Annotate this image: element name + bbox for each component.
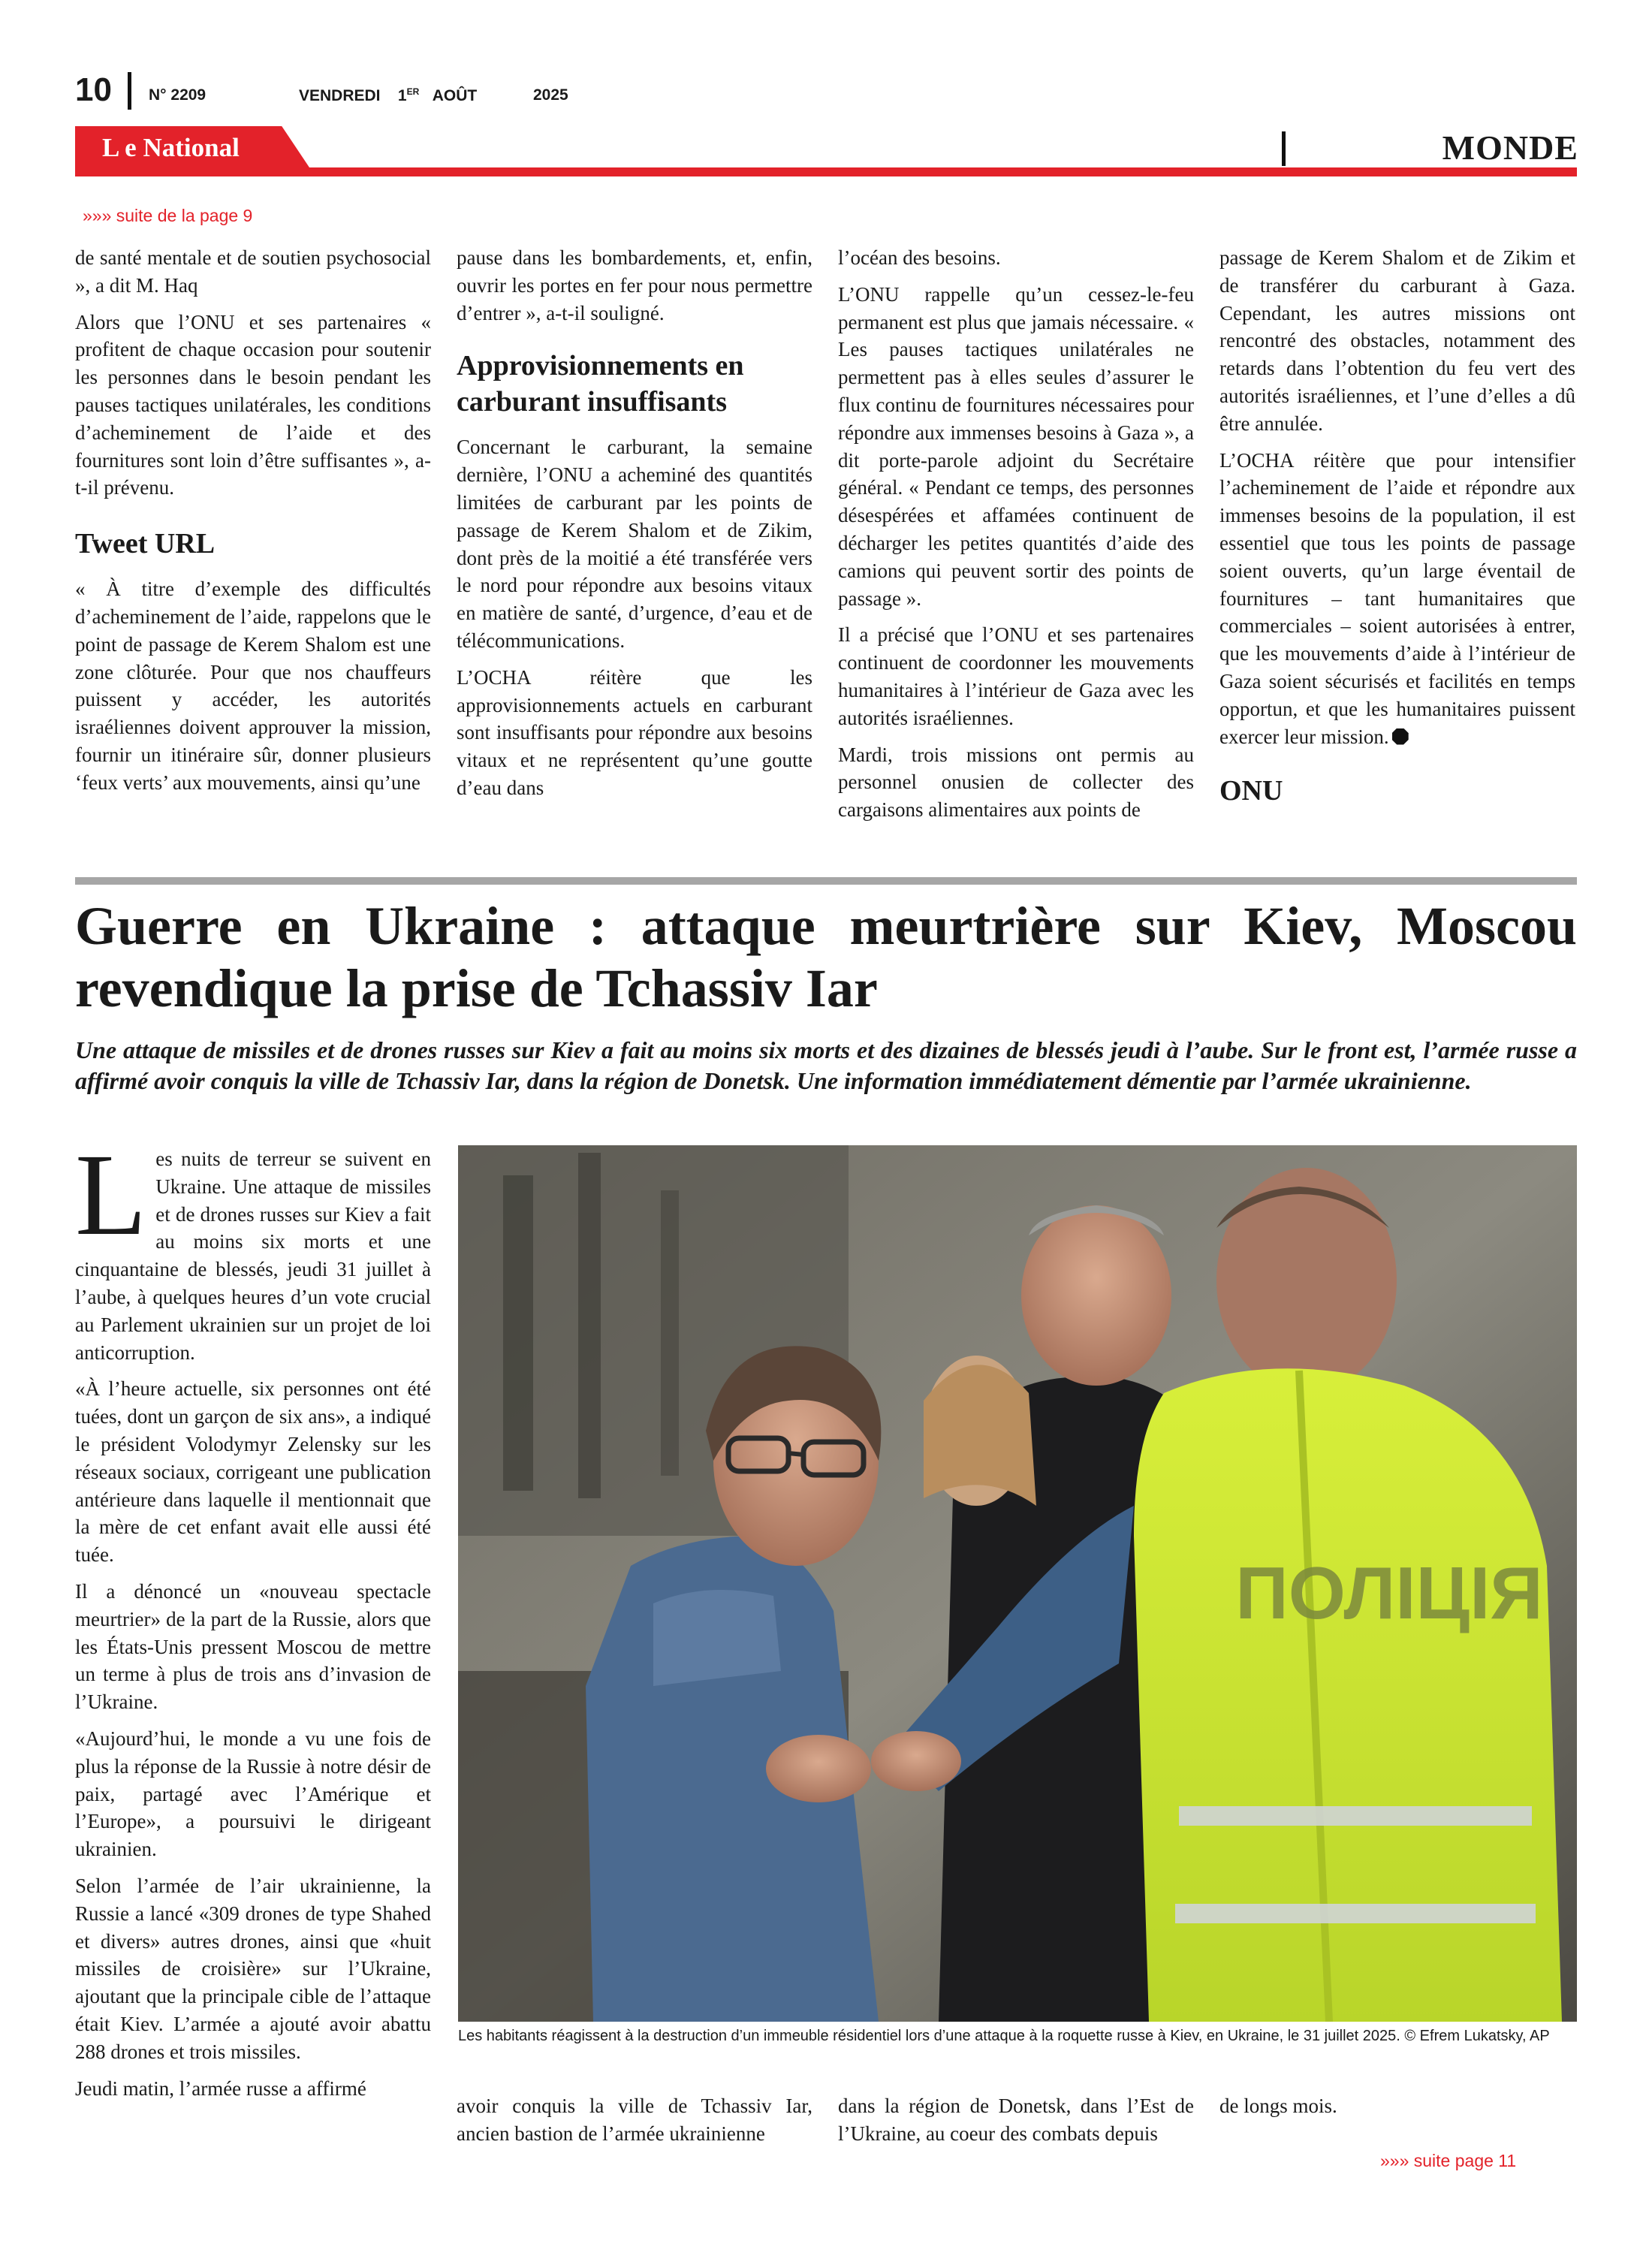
page-number: 10 [75, 71, 112, 108]
paragraph: « À titre d’exemple des difficultés d’acheminement de l’aide, rappelons que le point de passage de Kerem Shalom est une zone clôturée. Pour que nos chauffeurs puissent y accéder, les autorités israéliennes doivent approuver la mission, fournir un itinéraire sûr, donner plusieurs ‘feux verts’ aux mouvements, ainsi qu’une [75, 578, 431, 794]
publication-date [299, 86, 477, 105]
date-day: VENDREDI [299, 87, 381, 104]
paragraph: «À l’heure actuelle, six personnes ont été tuées, dont un garçon de six ans», a indiqué le président Volodymyr Zelensky sur les réseaux sociaux, corrigeant une publication antérieure dans laquelle il mentionnait que la mère de cet enfant avait elle aussi été tuée. [75, 1377, 431, 1567]
paragraph: pause dans les bombardements, et, enfin, ouvrir les portes en fer pour nous permettre d’entrer », a-t-il souligné. [457, 246, 812, 324]
photo-caption: Les habitants réagissent à la destruction d’un immeuble résidentiel lors d’une attaque à la roquette russe à Kiev, en Ukraine, le 31 juillet 2025. © Efrem Lukatsky, AP [458, 2028, 1550, 2044]
main-headline: Guerre en Ukraine : attaque meurtrière sur Kiev, Moscou revendique la prise de Tchassiv Iar [75, 896, 1577, 1018]
paragraph: de santé mentale et de soutien psychosocial », a dit M. Haq [75, 246, 431, 297]
main-article-column-4 [1219, 2092, 1575, 2129]
drop-cap: L [75, 1130, 147, 1259]
top-article-column-4 [1219, 244, 1575, 809]
paragraph [1219, 447, 1575, 751]
subheading-fuel: Approvisionnements en carburant insuffisants [457, 350, 744, 418]
paragraph: Il a dénoncé un «nouveau spectacle meurtrier» de la part de la Russie, alors que les États-Unis pressent Moscou de mettre un terme à plus de trois ans d’invasion de l’Ukraine. [75, 1579, 431, 1714]
paragraph: de longs mois. [1219, 2095, 1337, 2117]
brand-logo: L e National [102, 133, 240, 162]
paragraph: avoir conquis la ville de Tchassiv Iar, ancien bastion de l’armée ukrainienne [457, 2095, 812, 2145]
date-year: 2025 [533, 86, 568, 104]
paragraph: Mardi, trois missions ont permis au personnel onusien de collecter des cargaisons alimentaires aux points de [838, 743, 1194, 822]
paragraph: «Aujourd’hui, le monde a vu une fois de plus la réponse de la Russie à notre désir de paix, partagé avec l’Amérique et l’Europe», a poursuivi le dirigeant ukrainien. [75, 1727, 431, 1861]
paragraph: Concernant le carburant, la semaine dernière, l’ONU a acheminé des quantités limitées de carburant par les points de passage de Kerem Shalom et de Zikim, dont près de la moitié a été transférée vers le nord pour répondre aux besoins vitaux en matière de santé, d’urgence, d’eau et de télécommunications. [457, 436, 812, 652]
section-divider [1282, 131, 1286, 166]
paragraph: dans la région de Donetsk, dans l’Est de l’Ukraine, au coeur des combats depuis [838, 2095, 1194, 2145]
paragraph-text: L’OCHA réitère que pour intensifier l’acheminement de l’aide et répondre aux immenses besoins de la population, il est essentiel que tous les points de passage soient ouverts, qu’un large éventail de fournitures – tant humanitaires que commerciales – soient autorisées à entrer, que les mouvements d’aide à l’intérieur de Gaza soient sécurisés et facilités en temps opportun, et que les humanitaires puissent exercer leur mission. [1219, 448, 1575, 748]
page-number-divider [128, 72, 131, 110]
main-article-column-2 [457, 2092, 812, 2157]
news-photo [458, 1145, 1577, 2022]
top-article-column-2 [457, 244, 812, 811]
top-article-column-3 [838, 244, 1194, 833]
article-separator [75, 877, 1577, 885]
issue-number: N° 2209 [149, 86, 206, 104]
main-article-column-3 [838, 2092, 1194, 2157]
paragraph-text: es nuits de terreur se suivent en Ukraine. Une attaque de missiles et de drones russes sur Kiev a fait au moins six morts et une cinquantaine de blessés, jeudi 31 juillet à l’aube, à quelques heures d’un vote crucial au Parlement ukrainien sur un projet de loi anticorruption. [75, 1148, 431, 1364]
top-article-column-1 [75, 244, 431, 806]
date-suffix: ER [406, 86, 420, 97]
paragraph: passage de Kerem Shalom et de Zikim et de transférer du carburant à Gaza. Cependant, les autres missions ont rencontré des obstacles, notamment des retards dans l’obtention du feu vert des autorités israéliennes, et l’une d’elles a dû être annulée. [1219, 246, 1575, 435]
paragraph: L’ONU rappelle qu’un cessez-le-feu permanent est plus que jamais nécessaire. « Les pauses tactiques unilatérales ne permettent pas à elles seules d’assurer le flux continu de fournitures nécessaires pour répondre aux immenses besoins à Gaza », a dit porte-parole adjoint du Secrétaire général. « Pendant ce temps, des personnes désespérées et affamées continuent de décharger les petites quantités d’aide des camions qui peuvent sortir des points de passage ». [838, 282, 1194, 610]
date-number: 1 [397, 87, 407, 104]
article-signature: ONU [1219, 775, 1283, 807]
paragraph: Selon l’armée de l’air ukrainienne, la Russie a lancé «309 drones de type Shahed et divers» autres drones, ainsi que «huit missiles de croisière» sur l’Ukraine, ajoutant que la principale cible de l’attaque était Kiev. L’armée a ajouté avoir abattu 288 drones et trois missiles. [75, 1874, 431, 2063]
paragraph [75, 1130, 431, 1366]
subheading-tweet-url: Tweet URL [75, 528, 216, 560]
paragraph: l’océan des besoins. [838, 246, 1001, 269]
news-photo-illustration [458, 1145, 1577, 2022]
article-lead: Une attaque de missiles et de drones russes sur Kiev a fait au moins six morts et des dizaines de blessés jeudi à l’aube. Sur le front est, l’armée russe a affirmé avoir conquis la ville de Tchassiv Iar, dans la région de Donetsk. Une information immédiatement démentie par l’armée ukrainienne. [75, 1036, 1577, 1094]
paragraph: Il a précisé que l’ONU et ses partenaires continuent de coordonner les mouvements humanitaires à l’intérieur de Gaza avec les autorités israéliennes. [838, 623, 1194, 729]
paragraph: Jeudi matin, l’armée russe a affirmé [75, 2077, 366, 2100]
continued-from-link[interactable]: »»» suite de la page 9 [83, 206, 253, 225]
section-title: MONDE [1442, 128, 1578, 167]
paragraph: L’OCHA réitère que les approvisionnements actuels en carburant sont insuffisants pour répondre aux besoins vitaux et ne représentent qu’une goutte d’eau dans [457, 665, 812, 799]
paragraph: Alors que l’ONU et ses partenaires « profitent de chaque occasion pour soutenir les personnes dans le besoin pendant les pauses tactiques unilatérales, les conditions d’acheminement de l’aide et des fournitures sont loin d’être suffisantes », a-t-il prévenu. [75, 310, 431, 499]
main-article-column-1 [75, 1130, 431, 2111]
police-vest-text: ПОЛІЦІЯ [1235, 1552, 1543, 1634]
continued-to-link[interactable]: »»» suite page 11 [1380, 2151, 1517, 2170]
date-month: AOÛT [432, 87, 478, 104]
end-of-article-icon [1392, 728, 1409, 745]
